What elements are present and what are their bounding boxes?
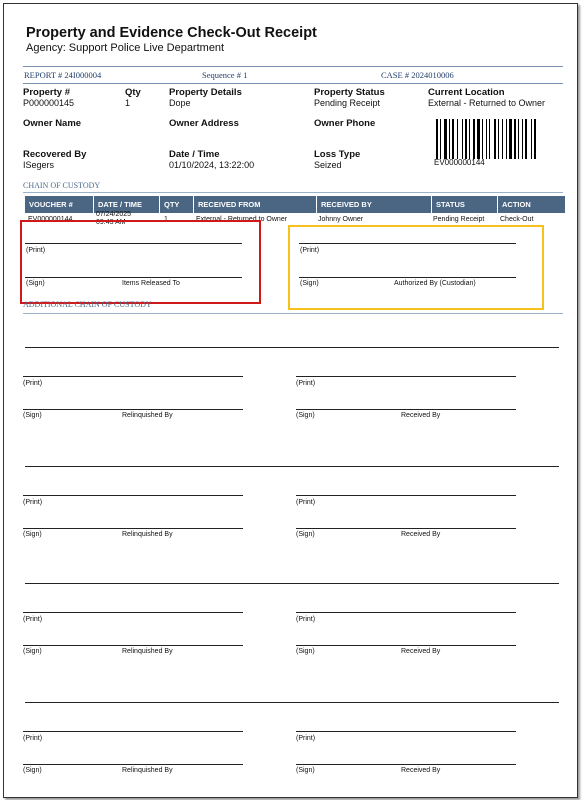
loss-type-label: Loss Type	[314, 149, 361, 160]
sign-label: (Sign)	[296, 531, 315, 538]
barcode-bar	[465, 119, 467, 159]
print-label: (Print)	[296, 735, 316, 742]
sign-label: (Sign)	[23, 531, 42, 538]
sign-line	[296, 409, 516, 410]
owner-phone-label: Owner Phone	[314, 118, 376, 129]
row-date: 07/24/2025	[96, 211, 132, 218]
full-line	[25, 466, 559, 467]
print-line	[296, 376, 516, 377]
barcode-bar	[457, 119, 458, 159]
barcode-bar	[482, 119, 483, 159]
barcode-bar	[522, 119, 523, 159]
barcode-image	[436, 119, 558, 159]
row-action: Check-Out	[500, 216, 534, 223]
barcode-bar	[473, 119, 475, 159]
barcode-bar	[489, 119, 490, 159]
full-line	[25, 347, 559, 348]
col-qty: QTY	[160, 196, 194, 213]
barcode-bar	[506, 119, 507, 159]
authorized-by-label: Authorized By (Custodian)	[394, 280, 476, 287]
barcode-bar	[534, 119, 536, 159]
print-label: (Print)	[23, 380, 43, 387]
property-details-value: Dope	[169, 98, 191, 108]
agency-name: Agency: Support Police Live Department	[26, 42, 225, 54]
sign-label: (Sign)	[23, 412, 42, 419]
print-label: (Print)	[296, 499, 316, 506]
property-details-label: Property Details	[169, 87, 242, 98]
sign-line	[296, 764, 516, 765]
current-location-label: Current Location	[428, 87, 505, 98]
date-time-value: 01/10/2024, 13:22:00	[169, 160, 255, 170]
sign-label: (Sign)	[26, 280, 45, 287]
sign-line	[23, 409, 243, 410]
col-status: STATUS	[432, 196, 498, 213]
divider	[23, 83, 563, 84]
items-released-to-label: Items Released To	[122, 280, 180, 287]
barcode-bar	[486, 119, 487, 159]
loss-type-value: Seized	[314, 160, 342, 170]
col-voucher: VOUCHER #	[25, 196, 94, 213]
sign-label: (Sign)	[296, 412, 315, 419]
barcode-bar	[525, 119, 527, 159]
qty-label: Qty	[125, 87, 141, 98]
sign-line	[296, 645, 516, 646]
additional-custody-title: ADDITIONAL CHAIN OF CUSTODY	[23, 300, 152, 309]
case-number: CASE # 2024010006	[381, 70, 454, 80]
highlight-box-red	[20, 220, 261, 304]
barcode-bar	[452, 119, 454, 159]
barcode-bar	[509, 119, 512, 159]
owner-address-label: Owner Address	[169, 118, 239, 129]
print-line	[296, 731, 516, 732]
divider	[23, 313, 563, 314]
barcode-bar	[462, 119, 463, 159]
barcode-bar	[449, 119, 450, 159]
sign-label: (Sign)	[300, 280, 319, 287]
sign-label: (Sign)	[296, 767, 315, 774]
full-line	[25, 702, 559, 703]
sign-line	[296, 528, 516, 529]
received-by-label: Received By	[401, 531, 441, 538]
relinquished-by-label: Relinquished By	[122, 412, 173, 419]
page-title: Property and Evidence Check-Out Receipt	[26, 25, 317, 41]
barcode-bar	[531, 119, 532, 159]
row-received-by: Johnny Owner	[318, 216, 364, 223]
sign-label: (Sign)	[296, 648, 315, 655]
sign-label: (Sign)	[23, 767, 42, 774]
print-line	[296, 495, 516, 496]
property-number-value: P000000145	[23, 98, 75, 108]
col-date-time: DATE / TIME	[94, 196, 160, 213]
row-received-from: External - Returned to Owner	[196, 216, 288, 223]
print-label: (Print)	[23, 499, 43, 506]
print-line	[23, 612, 243, 613]
barcode-bar	[440, 119, 441, 159]
col-received-by: RECEIVED BY	[317, 196, 432, 213]
date-time-label: Date / Time	[169, 149, 220, 160]
highlight-box-yellow	[288, 225, 544, 310]
barcode-bar	[494, 119, 496, 159]
received-by-label: Received By	[401, 412, 441, 419]
print-line	[23, 731, 243, 732]
barcode-bar	[502, 119, 503, 159]
print-line	[23, 376, 243, 377]
sign-label: (Sign)	[23, 648, 42, 655]
print-label: (Print)	[296, 616, 316, 623]
barcode-bar	[518, 119, 519, 159]
barcode-bar	[477, 119, 480, 159]
sign-line	[23, 764, 243, 765]
print-label: (Print)	[296, 380, 316, 387]
relinquished-by-label: Relinquished By	[122, 767, 173, 774]
barcode-bar	[514, 119, 516, 159]
current-location-value: External - Returned to Owner	[428, 98, 546, 108]
print-label: (Print)	[23, 735, 43, 742]
full-line	[25, 583, 559, 584]
print-label: (Print)	[300, 247, 320, 254]
received-by-label: Received By	[401, 767, 441, 774]
barcode-bar	[469, 119, 470, 159]
sequence-number: Sequence # 1	[202, 70, 248, 80]
property-status-value: Pending Receipt	[314, 98, 381, 108]
print-label: (Print)	[26, 247, 46, 254]
divider	[23, 66, 563, 67]
relinquished-by-label: Relinquished By	[122, 648, 173, 655]
recovered-by-value: ISegers	[23, 160, 55, 170]
receipt-page	[3, 3, 578, 798]
property-status-label: Property Status	[314, 87, 385, 98]
col-action: ACTION	[502, 200, 531, 209]
barcode-bar	[498, 119, 499, 159]
received-by-label: Received By	[401, 648, 441, 655]
barcode-text: EV000000144	[434, 158, 485, 167]
col-received-from: RECEIVED FROM	[194, 196, 317, 213]
chain-of-custody-title: CHAIN OF CUSTODY	[23, 181, 101, 190]
print-line	[296, 612, 516, 613]
sign-line	[23, 528, 243, 529]
row-voucher: EV000000144	[28, 216, 73, 223]
sign-line	[23, 645, 243, 646]
report-number: REPORT # 24I000004	[24, 70, 102, 80]
qty-value: 1	[125, 98, 131, 108]
divider	[23, 192, 563, 193]
owner-name-label: Owner Name	[23, 118, 82, 129]
row-qty: 1	[164, 216, 168, 223]
barcode-bar	[436, 119, 438, 159]
recovered-by-label: Recovered By	[23, 149, 87, 160]
barcode-bar	[444, 119, 447, 159]
row-time: 09:43 AM	[96, 219, 126, 226]
property-number-label: Property #	[23, 87, 70, 98]
row-status: Pending Receipt	[433, 216, 485, 223]
print-line	[23, 495, 243, 496]
print-label: (Print)	[23, 616, 43, 623]
relinquished-by-label: Relinquished By	[122, 531, 173, 538]
